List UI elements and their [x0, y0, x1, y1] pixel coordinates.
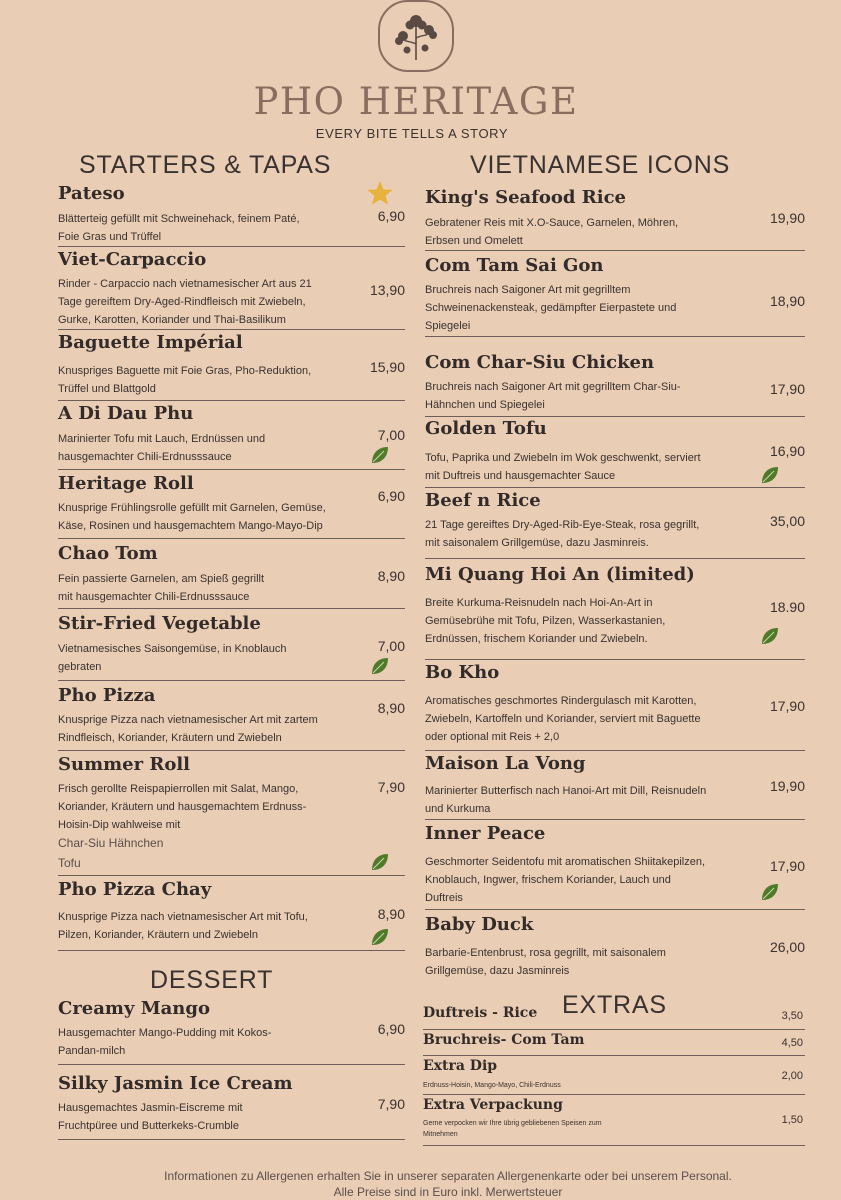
icons-title: VIETNAMESE ICONS	[470, 151, 731, 179]
menu-item-name: Heritage Roll	[58, 473, 194, 494]
menu-item-name: Inner Peace	[425, 823, 546, 844]
menu-item-name: Com Tam Sai Gon	[425, 255, 604, 276]
extra-item-price: 3,50	[781, 1010, 803, 1022]
menu-item-price: 7,00	[377, 638, 405, 654]
menu-item-price: 7,90	[377, 779, 405, 795]
extra-item-name: Duftreis - Rice	[423, 1005, 538, 1021]
divider	[58, 246, 405, 247]
menu-item-desc: Geschmorter Seidentofu mit aromatischen Shiitakepilzen, Knoblauch, Ingwer, frischem Koriander, Lauch und Duftreis	[425, 856, 706, 904]
menu-item-desc: Tofu, Paprika und Zwiebeln im Wok geschwenkt, serviert mit Duftreis und hausgemachter Sauce	[425, 452, 701, 482]
menu-item-price: 16,90	[769, 443, 805, 459]
menu-item-name: Chao Tom	[58, 543, 158, 564]
leaf-icon	[760, 465, 780, 485]
menu-item-name: Pho Pizza Chay	[58, 879, 212, 900]
menu-item-name: Baguette Impérial	[58, 332, 243, 353]
menu-item-name: Beef n Rice	[425, 490, 541, 511]
menu-item-price: 15,90	[369, 359, 405, 375]
extra-item-name: Extra Verpackung	[423, 1097, 563, 1113]
menu-item-desc: Marinierter Tofu mit Lauch, Erdnüssen und hausgemachter Chili-Erdnusssauce	[58, 433, 266, 463]
menu-item-desc: Hausgemachter Mango-Pudding mit Kokos- Pandan-milch	[58, 1027, 272, 1057]
herb-sprig-icon	[393, 10, 439, 62]
menu-item-desc: Aromatisches geschmortes Rindergulasch mit Karotten, Zwiebeln, Kartoffeln und Koriander, serviert mit Baguette oder optional mit Reis + 2,0	[425, 695, 701, 743]
menu-item-price: 18.90	[769, 599, 805, 615]
menu-item-name: Golden Tofu	[425, 418, 547, 439]
divider	[423, 1055, 805, 1056]
menu-item-price: 8,90	[377, 700, 405, 716]
logo	[378, 0, 454, 72]
menu-item-price: 7,90	[377, 1096, 405, 1112]
divider	[58, 608, 405, 609]
menu-item-desc: Knusprige Frühlingsrolle gefüllt mit Garnelen, Gemüse, Käse, Rosinen und hausgemachtem Mango-Mayo-Dip	[58, 502, 326, 532]
menu-item-name: Bo Kho	[425, 662, 500, 683]
menu-item-desc: Bruchreis nach Saigoner Art mit gegrilltem Schweinenackensteak, gedämpfter Eierpastete und Spiegelei	[425, 284, 677, 332]
menu-item-name: Summer Roll	[58, 754, 191, 775]
extra-item-name: Extra Dip	[423, 1058, 498, 1074]
menu-item-price: 6,90	[377, 1021, 405, 1037]
menu-item-price: 17,90	[769, 698, 805, 714]
divider	[58, 680, 405, 681]
menu-item-name: Baby Duck	[425, 914, 534, 935]
menu-item-price: 6,90	[377, 488, 405, 504]
divider	[423, 1094, 805, 1095]
footer-note: Informationen zu Allergenen erhalten Sie in unserer separaten Allergenenkarte oder bei unserem Personal. Alle Preise sind in Euro inkl. Merwertsteuer	[164, 1169, 732, 1199]
leaf-icon	[370, 445, 390, 465]
divider	[58, 329, 405, 330]
menu-item-name: Pho Pizza	[58, 685, 156, 706]
menu-item-desc: Hausgemachtes Jasmin-Eiscreme mit Fruchtpüree und Butterkeks-Crumble	[58, 1102, 243, 1132]
divider	[425, 250, 805, 251]
menu-item-desc: Knusprige Pizza nach vietnamesischer Art mit Tofu, Pilzen, Koriander, Kräutern und Zwiebeln	[58, 911, 308, 941]
divider	[58, 875, 405, 876]
menu-item-desc: Frisch gerollte Reispapierrollen mit Salat, Mango, Koriander, Kräutern und hausgemachtem Erdnuss- Hoisin-Dip wahlweise mit	[58, 783, 307, 831]
menu-item-name: Com Char-Siu Chicken	[425, 352, 655, 373]
extras-title: EXTRAS	[562, 991, 667, 1019]
menu-item-desc: 21 Tage gereiftes Dry-Aged-Rib-Eye-Steak, rosa gegrillt, mit saisonalem Grillgemüse, dazu Jasminreis.	[425, 519, 700, 549]
divider	[425, 659, 805, 660]
option-char-siu: Char-Siu Hähnchen	[58, 836, 164, 850]
divider	[58, 1139, 405, 1140]
divider	[58, 950, 405, 951]
leaf-icon	[760, 626, 780, 646]
option-tofu: Tofu	[58, 856, 81, 870]
menu-item-desc: Vietnamesisches Saisongemüse, in Knoblauch gebraten	[58, 643, 287, 673]
menu-item-price: 19,90	[769, 210, 805, 226]
extra-item-name: Bruchreis- Com Tam	[423, 1032, 585, 1048]
menu-item-price: 13,90	[369, 282, 405, 298]
menu-item-desc: Blätterteig gefüllt mit Schweinehack, feinem Paté, Foie Gras und Trüffel	[58, 213, 300, 243]
menu-item-price: 7,00	[377, 427, 405, 443]
divider	[423, 1145, 805, 1146]
menu-item-price: 8,90	[377, 568, 405, 584]
divider	[425, 487, 805, 488]
divider	[58, 538, 405, 539]
divider	[425, 416, 805, 417]
divider	[425, 909, 805, 910]
menu-item-desc: Fein passierte Garnelen, am Spieß gegrillt mit hausgemachter Chili-Erdnusssauce	[58, 573, 265, 603]
menu-item-desc: Knuspriges Baguette mit Foie Gras, Pho-Reduktion, Trüffel und Blattgold	[58, 365, 312, 395]
menu-item-desc: Breite Kurkuma-Reisnudeln nach Hoi-An-Art in Gemüsebrühe mit Tofu, Pilzen, Wasserkastanien, Erdnüssen, frischem Koriander und Zwiebeln.	[425, 597, 666, 645]
menu-item-name: Stir-Fried Vegetable	[58, 613, 261, 634]
extra-item-sub: Erdnuss-Hoisin, Mango-Mayo, Chili-Erdnuss	[423, 1082, 561, 1089]
divider	[58, 469, 405, 470]
menu-item-price: 17,90	[769, 381, 805, 397]
divider	[425, 336, 805, 337]
divider	[58, 1064, 405, 1065]
divider	[423, 1029, 805, 1030]
divider	[425, 558, 805, 559]
starters-title: STARTERS & TAPAS	[79, 151, 332, 179]
dessert-title: DESSERT	[150, 966, 274, 994]
divider	[425, 819, 805, 820]
leaf-icon	[370, 656, 390, 676]
extra-item-price: 1,50	[781, 1114, 803, 1126]
menu-item-desc: Bruchreis nach Saigoner Art mit gegrilltem Char-Siu- Hähnchen und Spiegelei	[425, 381, 681, 411]
divider	[425, 750, 805, 751]
menu-item-price: 8,90	[377, 906, 405, 922]
menu-item-desc: Rinder - Carpaccio nach vietnamesischer Art aus 21 Tage gereiftem Dry-Aged-Rindfleisch mit Zwiebeln, Gurke, Karotten, Koriander und Thai-Basilikum	[58, 278, 312, 326]
menu-item-price: 18,90	[769, 293, 805, 309]
star-icon	[366, 179, 394, 207]
menu-item-price: 17,90	[769, 858, 805, 874]
menu-item-price: 35,00	[769, 513, 805, 529]
menu-item-name: Mi Quang Hoi An (limited)	[425, 564, 695, 585]
brand-name: PHO HERITAGE	[253, 80, 579, 123]
menu-item-name: Maison La Vong	[425, 753, 586, 774]
extra-item-price: 4,50	[781, 1037, 803, 1049]
menu-item-name: King's Seafood Rice	[425, 187, 626, 208]
menu-item-desc: Knusprige Pizza nach vietnamesischer Art mit zartem Rindfleisch, Koriander, Kräutern und Zwiebeln	[58, 714, 318, 744]
divider	[58, 400, 405, 401]
leaf-icon	[370, 927, 390, 947]
menu-item-name: A Di Dau Phu	[58, 403, 194, 424]
leaf-icon	[370, 852, 390, 872]
menu-item-name: Silky Jasmin Ice Cream	[58, 1073, 293, 1094]
menu-item-name: Pateso	[58, 183, 125, 204]
menu-item-desc: Marinierter Butterfisch nach Hanoi-Art mit Dill, Reisnudeln und Kurkuma	[425, 785, 707, 815]
extra-item-price: 2,00	[781, 1070, 803, 1082]
divider	[58, 750, 405, 751]
tagline: EVERY BITE TELLS A STORY	[315, 126, 509, 141]
menu-item-price: 6,90	[377, 208, 405, 224]
menu-item-price: 19,90	[769, 778, 805, 794]
menu-item-desc: Barbarie-Entenbrust, rosa gegrillt, mit saisonalem Grillgemüse, dazu Jasminreis	[425, 947, 666, 977]
menu-item-price: 26,00	[769, 939, 805, 955]
extra-item-sub: Gerne verpocken wir Ihre übrig gebliebenen Speisen zum Mitnehmen	[423, 1120, 602, 1138]
menu-item-desc: Gebratener Reis mit X.O-Sauce, Garnelen, Möhren, Erbsen und Omelett	[425, 217, 679, 247]
menu-item-name: Creamy Mango	[58, 998, 210, 1019]
menu-item-name: Viet-Carpaccio	[58, 249, 207, 270]
leaf-icon	[760, 882, 780, 902]
